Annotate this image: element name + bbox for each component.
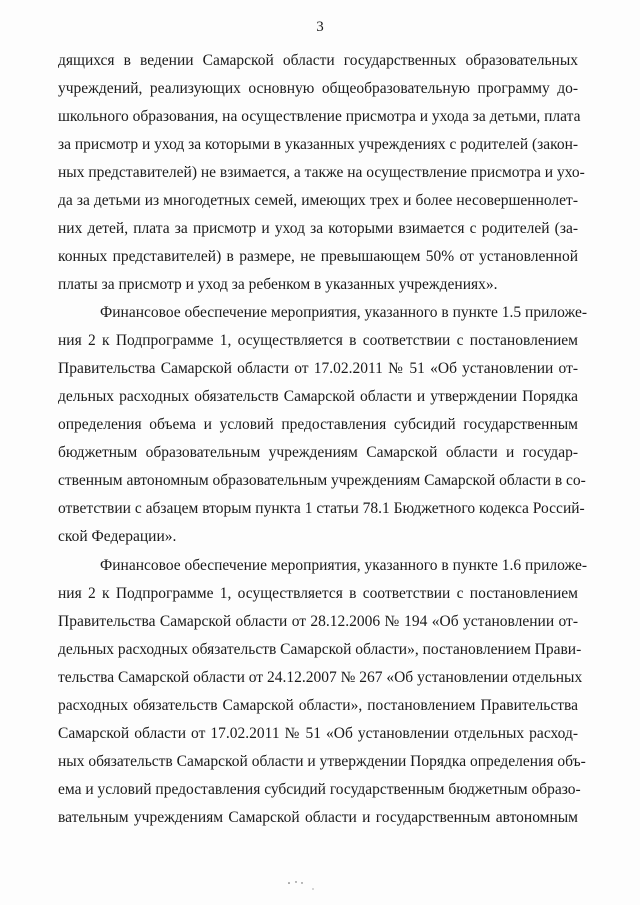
paragraph-1-line-6: да за детьми из многодетных семей, имеющих трех и более несовершеннолет- <box>58 192 578 209</box>
paragraph-1-line-7: них детей, плата за присмотр и уход за которыми взимается с родителей (за- <box>58 220 578 237</box>
paragraph-3-line-3: Правительства Самарской области от 28.12.2006 № 194 «Об установлении от- <box>58 613 578 630</box>
paragraph-3-line-10: вательным учреждениям Самарской области и государственным автономным <box>58 809 578 826</box>
paragraph-3-line-4: дельных расходных обязательств Самарской области», постановлением Прави- <box>58 641 582 658</box>
scan-specks <box>285 880 325 892</box>
page-number: 3 <box>316 19 324 35</box>
paragraph-1-line-2: учреждений, реализующих основную общеобразовательную программу до- <box>58 80 578 97</box>
paragraph-2-line-9: ской Федерации». <box>58 528 177 545</box>
paragraph-1-line-5: ных представителей) не взимается, а также на осуществление присмотра и ухо- <box>58 164 585 181</box>
paragraph-3-line-8: ных обязательств Самарской области и утверждении Порядка определения объ- <box>58 753 586 770</box>
paragraph-2-line-7: ственным автономным образовательным учреждениям Самарской области в со- <box>58 472 586 489</box>
paragraph-3-line-7: Самарской области от 17.02.2011 № 51 «Об установлении отдельных расход- <box>58 725 578 742</box>
paragraph-3-line-5: тельства Самарской области от 24.12.2007 № 267 «Об установлении отдельных <box>58 669 583 686</box>
paragraph-3-line-2: ния 2 к Подпрограмме 1, осуществляется в соответствии с постановлением <box>58 585 578 602</box>
paragraph-1-line-8: конных представителей) в размере, не превышающем 50% от установленной <box>58 248 578 265</box>
paragraph-2-line-2: ния 2 к Подпрограмме 1, осуществляется в соответствии с постановлением <box>58 332 578 349</box>
paragraph-1-line-4: за присмотр и уход за которыми в указанных учреждениях с родителей (закон- <box>58 136 579 153</box>
paragraph-2-line-5: определения объема и условий предоставления субсидий государственным <box>58 416 578 433</box>
paragraph-2-line-1: Финансовое обеспечение мероприятия, указанного в пункте 1.5 приложе- <box>100 304 588 321</box>
paragraph-1-line-9: платы за присмотр и уход за ребенком в указанных учреждениях». <box>58 276 498 293</box>
paragraph-1-line-3: школьного образования, на осуществление присмотра и ухода за детьми, плата <box>58 108 581 125</box>
paragraph-2-line-3: Правительства Самарской области от 17.02.2011 № 51 «Об установлении от- <box>58 360 578 377</box>
paragraph-3-line-1: Финансовое обеспечение мероприятия, указанного в пункте 1.6 приложе- <box>100 557 588 574</box>
paragraph-2-line-6: бюджетным образовательным учреждениям Самарской области и государ- <box>58 444 578 461</box>
paragraph-2-line-4: дельных расходных обязательств Самарской области и утверждении Порядка <box>58 388 578 405</box>
paragraph-1-line-1: дящихся в ведении Самарской области государственных образовательных <box>58 52 578 69</box>
paragraph-3-line-9: ема и условий предоставления субсидий государственным бюджетным образо- <box>58 781 581 798</box>
paragraph-3-line-6: расходных обязательств Самарской области», постановлением Правительства <box>58 697 578 714</box>
paragraph-2-line-8: ответствии с абзацем вторым пункта 1 статьи 78.1 Бюджетного кодекса Россий- <box>58 500 585 517</box>
